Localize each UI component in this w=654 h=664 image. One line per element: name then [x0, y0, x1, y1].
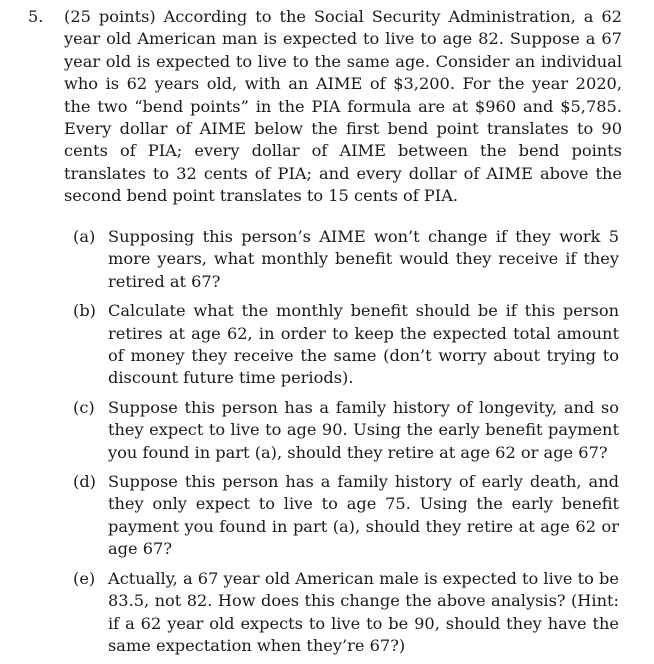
- problem-statement: [28, 6, 622, 208]
- sub-question-text: Actually, a 67 year old American male is expected to live to be 83.5, not 82. How does this change the above analysis? (Hint: if a 62 year old expects to live to be 90, should they have the same expectation when they’re 67?): [108, 568, 619, 655]
- sub-question-list: [73, 226, 619, 664]
- sub-question-label: (b): [73, 301, 96, 321]
- sub-question-text: Calculate what the monthly benefit should be if this person retires at age 62, in order to keep the expected total amount of money they receive the same (don’t worry about trying to discount future time periods).: [108, 301, 619, 388]
- sub-question-text: Suppose this person has a family history of longevity, and so they expect to live to age 90. Using the early benefit payment you found in part (a), should they retire at age 62 or age 67?: [108, 397, 619, 462]
- sub-question-label: (d): [73, 472, 96, 492]
- sub-question-label: (c): [73, 397, 95, 417]
- sub-question-a: [73, 226, 619, 293]
- sub-question-e: [73, 568, 619, 658]
- sub-question-label: (e): [73, 568, 96, 588]
- problem-number: 5.: [28, 7, 44, 26]
- sub-question-b: [73, 300, 619, 390]
- sub-question-text: Suppose this person has a family history of early death, and they only expect to live to age 75. Using the early benefit payment you found in part (a), should they retire at age 62 or age 67?: [108, 472, 619, 559]
- sub-question-c: [73, 397, 619, 464]
- problem-intro: (25 points) According to the Social Security Administration, a 62 year old American man is expected to live to age 82. Suppose a 67 year old is expected to live to the same age. Consider an individual who is 62 years old, with an AIME of $3,200. For the year 2020, the two “bend points” in the PIA formula are at $960 and $5,785. Every dollar of AIME below the first bend point translates to 90 cents of PIA; every dollar of AIME between the bend points translates to 32 cents of PIA; and every dollar of AIME above the second bend point translates to 15 cents of PIA.: [64, 7, 622, 206]
- sub-question-d: [73, 471, 619, 561]
- sub-question-label: (a): [73, 227, 96, 246]
- sub-question-text: Supposing this person’s AIME won’t change if they work 5 more years, what monthly benefit would they receive if they retired at 67?: [108, 227, 619, 291]
